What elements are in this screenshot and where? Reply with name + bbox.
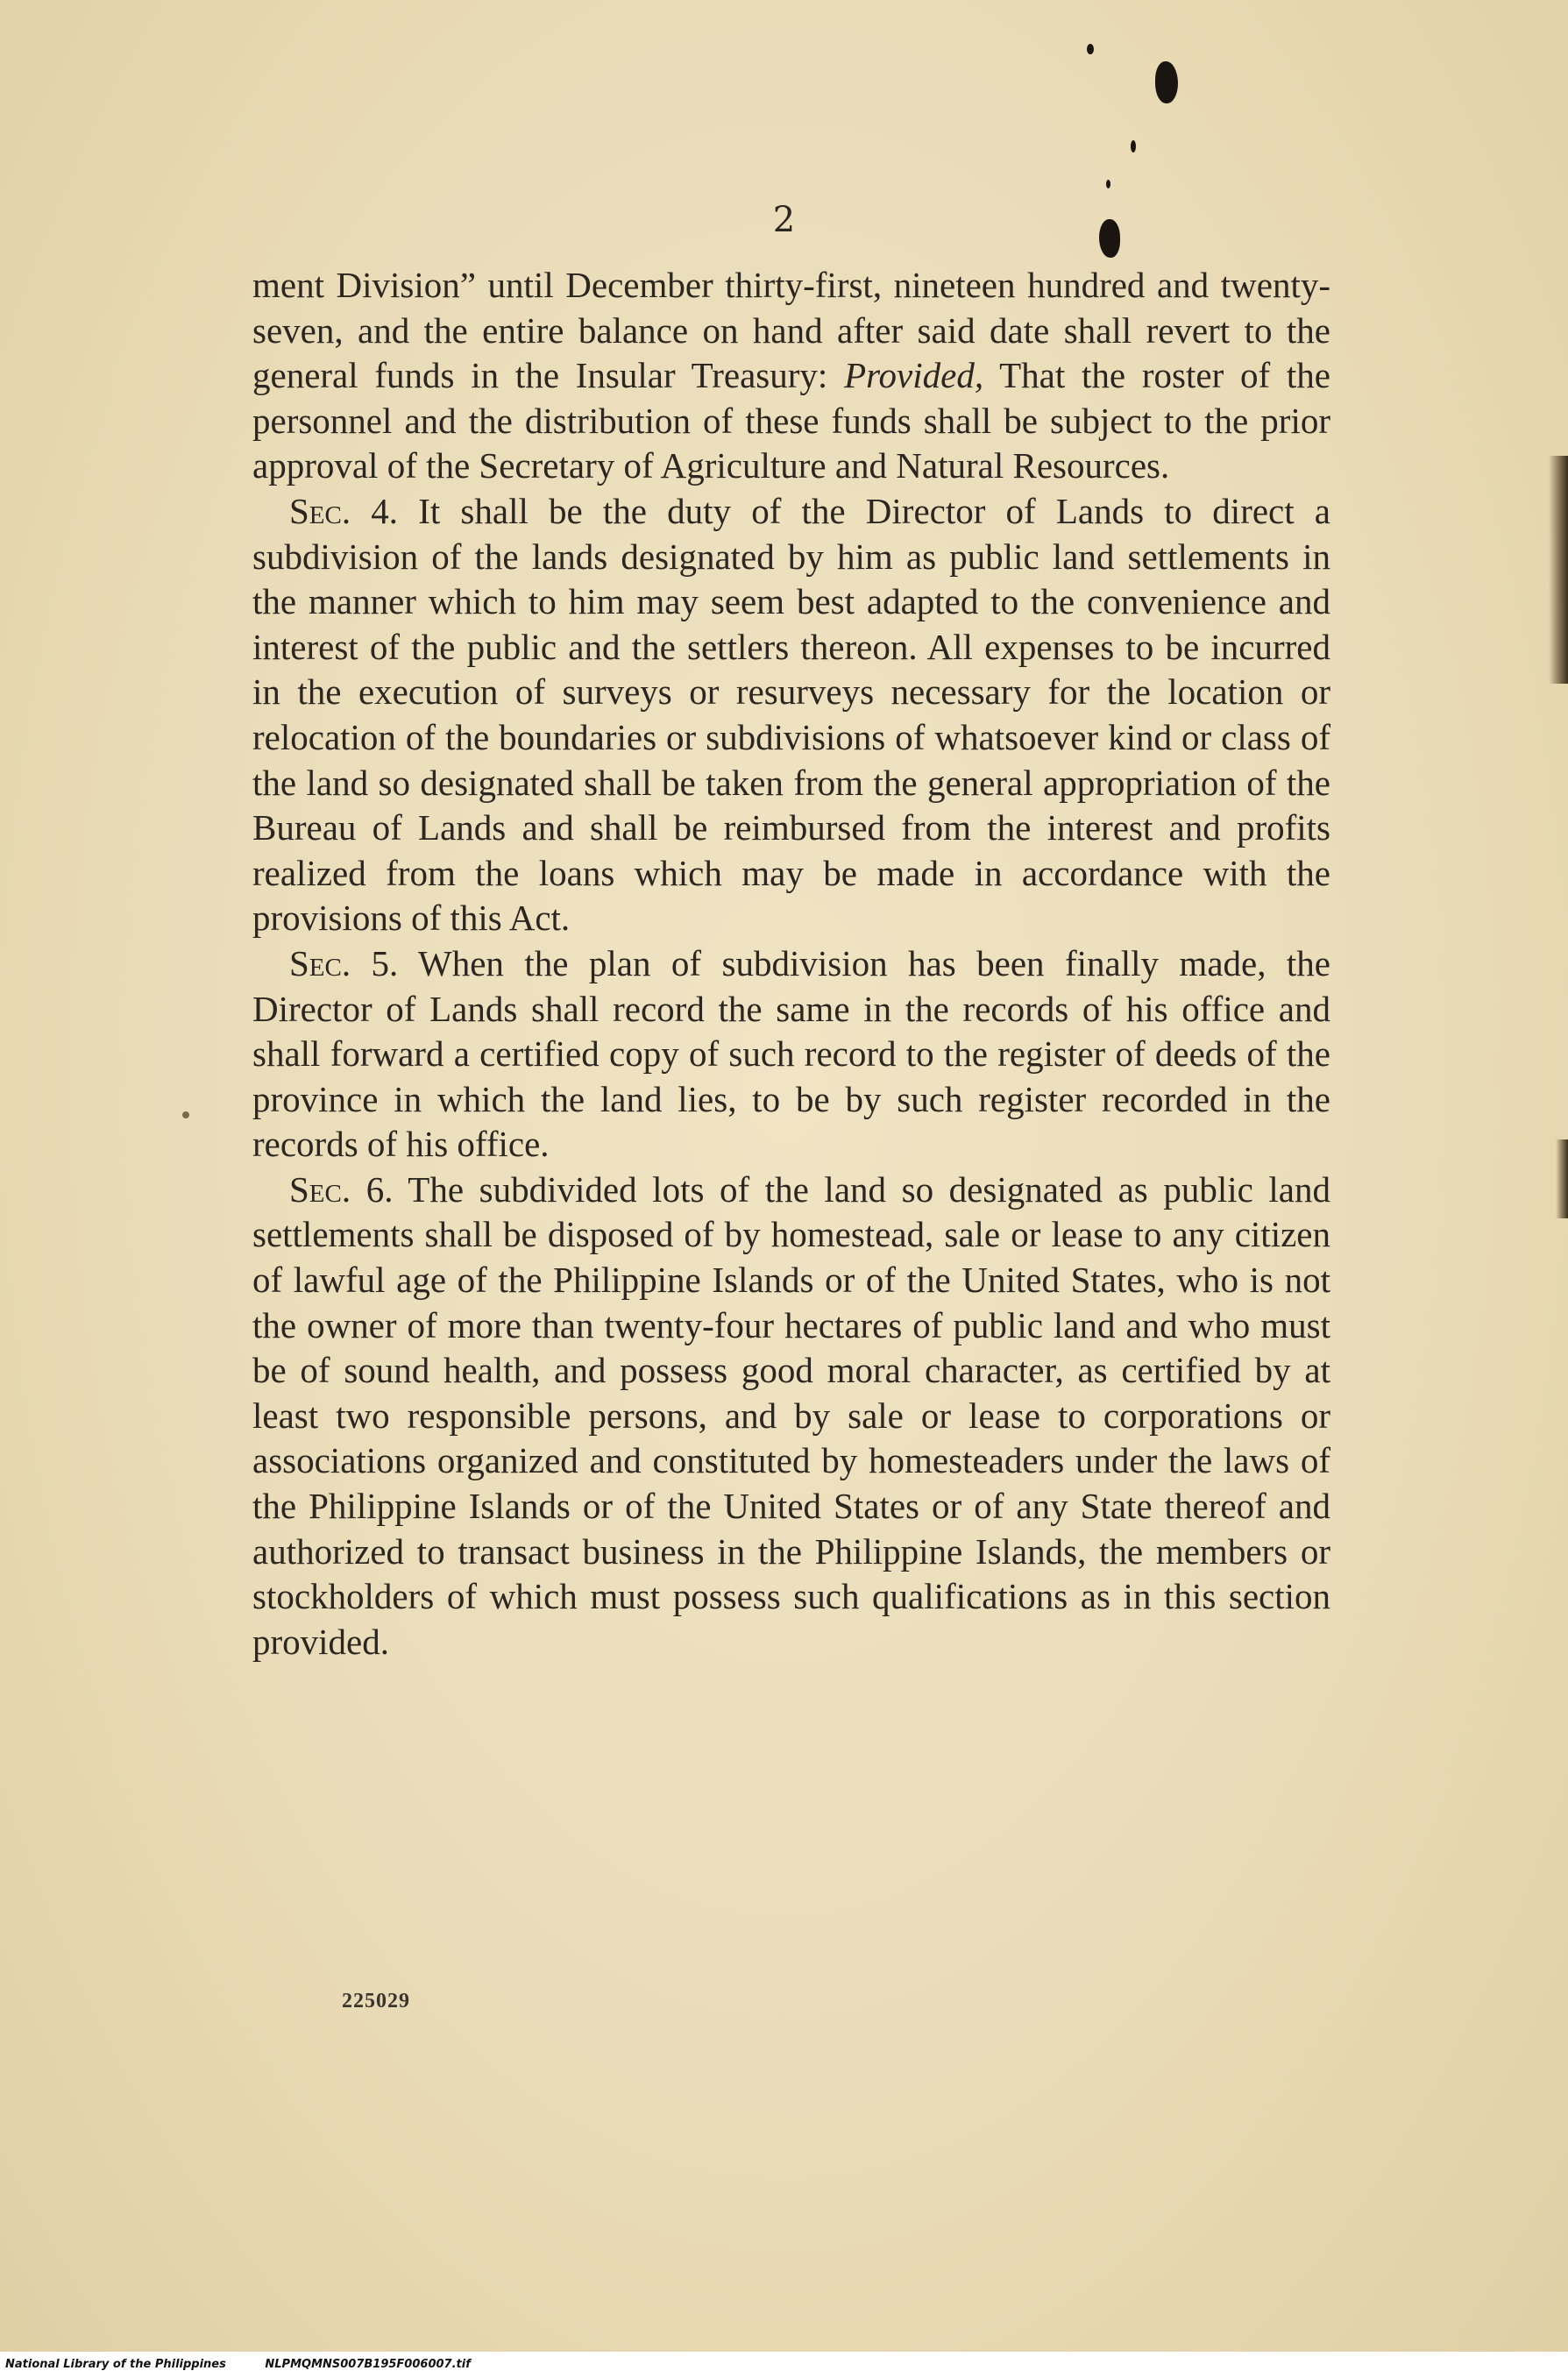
ink-blot bbox=[182, 1111, 189, 1118]
paragraph-text: That the roster of the personnel and the distribution of these funds shall be subject to the prior approval of the Secretary of Agriculture and Natural Resources. bbox=[252, 355, 1330, 486]
print-code: 225029 bbox=[342, 1990, 410, 2012]
edge-stain bbox=[1556, 1139, 1568, 1218]
section-label: Sec. 5. bbox=[289, 942, 399, 983]
ink-blot bbox=[1106, 180, 1110, 188]
ink-blot bbox=[1131, 140, 1136, 153]
section-text: The subdivided lots of the land so designated as public land settlements shall be disposed of by homestead, sale or lease to any citizen of lawful age of the Philippine Islands or of the United States, who is not the owner of more than twenty-four hectares of public land and who must be of sound health, and possess good moral character, as certified by at least two responsible persons, and by sale or lease to corporations or associations organized and constituted by homesteaders under the laws of the Philippine Islands or of the United States or of any State thereof and authorized to transact business in the Philippine Islands, the members or stockholders of which must possess such qualifications as in this section provided. bbox=[252, 1168, 1330, 1662]
section-5 bbox=[252, 941, 1330, 1168]
provided-proviso: Provided, bbox=[844, 355, 984, 396]
library-name: National Library of the Philippines bbox=[5, 2358, 226, 2371]
section-text: When the plan of subdivision has been finally made, the Director of Lands shall record the same in the records of his office and shall forward a certified copy of such record to the register of deeds of the province in which the land lies, to be by such register recorded in the records of his office. bbox=[252, 942, 1330, 1165]
paragraph-continuation bbox=[252, 263, 1330, 489]
body-text bbox=[252, 263, 1330, 1665]
section-text: It shall be the duty of the Director of Lands to direct a subdivision of the lands designated by him as public land settlements in the manner which to him may seem best adapted to the convenience and interest of the public and the settlers thereon. All expenses to be incurred in the execution of surveys or resurveys necessary for the location or relocation of the boundaries or subdivisions of whatsoever kind or class of the land so designated shall be taken from the general appropriation of the Bureau of Lands and shall be reimbursed from the interest and profits realized from the loans which may be made in accordance with the provisions of this Act. bbox=[252, 490, 1331, 939]
paragraph-text: ment Division” until December thirty-first, nineteen hundred and twenty-seven, and the entire balance on hand after said date shall revert to the general funds in the Insular Treasury: bbox=[252, 265, 1330, 396]
page-number: 2 bbox=[772, 200, 796, 240]
section-4 bbox=[252, 489, 1330, 941]
archive-footer bbox=[0, 2352, 1568, 2378]
edge-stain bbox=[1549, 456, 1568, 684]
file-id: NLPMQMNS007B195F006007.tif bbox=[265, 2358, 471, 2371]
ink-blot bbox=[1155, 61, 1178, 103]
section-6 bbox=[252, 1168, 1330, 1665]
ink-blot bbox=[1087, 44, 1094, 54]
section-label: Sec. 6. bbox=[289, 1168, 394, 1210]
section-label: Sec. 4. bbox=[289, 490, 399, 531]
